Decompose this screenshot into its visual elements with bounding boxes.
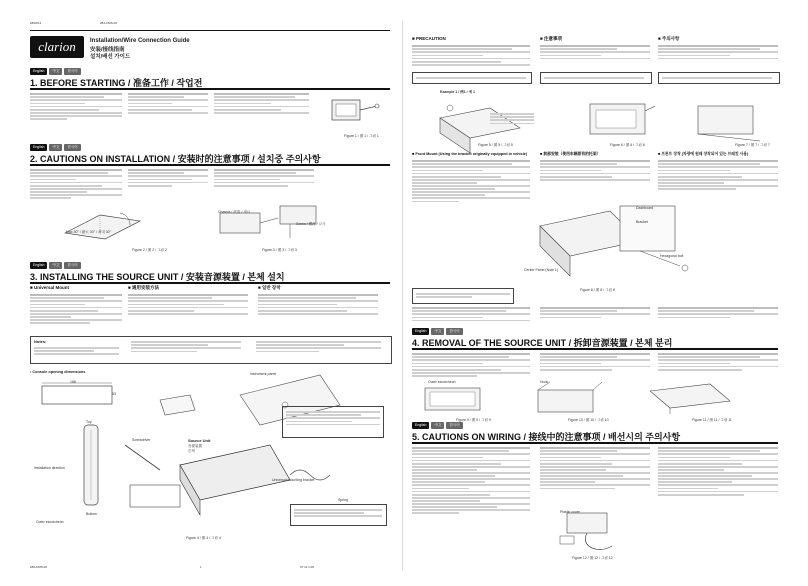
lang-tabs-s1 (30, 68, 81, 75)
figure-1-drawing (322, 90, 382, 130)
notes-row-ko (658, 306, 778, 320)
s5-col-ko (658, 446, 778, 497)
front-mount-ko: ■ 프론트 장착 (차량에 원래 장착되어 있는 브래킷 사용) (658, 152, 749, 156)
section-4-rule (412, 348, 778, 350)
title-en: Installation/Wire Connection Guide (90, 38, 190, 44)
footer-left: 280-1505-00 (30, 565, 48, 569)
footer-page: 1 (200, 565, 202, 569)
s4-col-zh (540, 352, 650, 372)
s4-col-ko (658, 352, 778, 372)
source-unit-ko-label: 본체 (188, 449, 195, 453)
precaution-zh: ■ 注意事项 (540, 36, 562, 41)
figure-5-drawing (430, 98, 550, 158)
plastic-cover-label: Plastic cover (560, 510, 580, 514)
figure-7-drawing (690, 96, 770, 146)
lang-ko: 한국어 (64, 144, 80, 151)
installation-direction-label: Installation direction (34, 466, 65, 470)
notes-row-en (412, 306, 530, 323)
spring-label: Spring (338, 498, 349, 502)
lang-zh: 中文 (49, 262, 62, 269)
lang-ko: 한국어 (64, 68, 80, 75)
figure-6-drawing (580, 96, 660, 146)
precaution-col-zh (540, 44, 650, 61)
s3-col-en (30, 293, 122, 325)
fold-line (402, 20, 403, 570)
outer-escutcheon-label: Outer escutcheon (36, 520, 64, 524)
footer-right: 07.11.1.06 (300, 565, 314, 569)
front-mount-col-zh (540, 159, 650, 182)
precaution-col-en (412, 44, 530, 67)
print-code-left: 280W13 (30, 21, 42, 25)
lang-zh: 中文 (49, 144, 62, 151)
figure-12-caption: Figure 12 / 图 12 / 그림 12 (572, 556, 613, 560)
precaution-note-en (412, 72, 532, 84)
section-2-title: 2. CAUTIONS ON INSTALLATION / 安装时的注意事项 / 설치중 주의사항 (30, 154, 321, 164)
figure-2-drawing (60, 205, 150, 245)
dim-53-label: 53 (112, 392, 116, 396)
section-3-title: 3. INSTALLING THE SOURCE UNIT / 安装音源装置 / 본체 설치 (30, 272, 285, 282)
s2-col-ko (214, 168, 314, 188)
instrument-panel-label: Instrument panel (250, 372, 277, 376)
bracket-label: Bracket (636, 220, 648, 224)
lang-ko: 한국어 (446, 328, 462, 335)
figure-11-drawing (640, 376, 740, 416)
lang-tabs-s2 (30, 144, 81, 151)
figure-8-caption: Figure 8 / 图 8 / 그림 8 (580, 288, 615, 292)
s1-col-zh (128, 92, 208, 115)
header-rule (30, 30, 390, 31)
lang-zh: 中文 (431, 422, 444, 429)
figure-7-caption: Figure 7 / 图 7 / 그림 7 (735, 143, 770, 147)
s5-col-zh (540, 446, 650, 491)
s1-col-ko (214, 92, 309, 115)
universal-mount-zh: ■ 通用安装方法 (128, 285, 159, 290)
figure-2-caption: Figure 2 / 图 2 / 그림 2 (132, 248, 167, 252)
chassis-label: Chassis / 底盘 / 섀시 (218, 210, 251, 214)
precaution-note-ko (658, 72, 780, 84)
precaution-en: ■ PRECAUTION (412, 36, 446, 41)
title-zh: 安装/接线指南 (90, 47, 125, 53)
front-mount-col-en (412, 159, 530, 204)
center-panel-label: Center Panel (Note 1) (524, 268, 559, 272)
screwdriver-label: Screwdriver (132, 438, 151, 442)
s1-col-en (30, 92, 122, 121)
lang-en: English (30, 68, 47, 75)
section-3-notes-box (30, 336, 392, 364)
outer-escutcheon-label-s4: Outer escutcheon (428, 380, 456, 384)
lang-en: English (412, 328, 429, 335)
lang-en: English (412, 422, 429, 429)
front-mount-zh: ■ 前部安装（使用车辆原有的托架） (540, 152, 601, 156)
precaution-note-zh (540, 72, 652, 84)
figure-10-drawing (530, 378, 610, 418)
brand-logo-text: clarion (38, 39, 76, 54)
s5-col-en (412, 446, 530, 515)
precaution-col-ko (658, 44, 778, 61)
section-2-rule (30, 164, 390, 166)
figure-4-caption: Figure 4 / 图 4 / 그림 4 (186, 536, 221, 540)
source-unit-zh-label: 音源装置 (188, 444, 202, 448)
lang-tabs-s3 (30, 262, 81, 269)
section-1-title: 1. BEFORE STARTING / 准备工作 / 작업전 (30, 78, 203, 88)
universal-mount-ko: ■ 일반 장착 (258, 285, 281, 290)
universal-mount-bracket-label: Universal mounting bracket (272, 478, 315, 482)
s3-col-ko (258, 293, 378, 316)
front-mount-en: ■ Front Mount (Using the bracket originally equipped in vehicle) (412, 152, 528, 156)
lang-tabs-s5 (412, 422, 463, 429)
opening-dims-drawing (34, 380, 124, 410)
title-ko: 설치/배선 가이드 (90, 54, 131, 60)
section-5-title: 5. CAUTIONS ON WIRING / 接线中的注意事项 / 배선시의 주의사항 (412, 432, 681, 442)
lang-en: English (30, 144, 47, 151)
figure-3-caption: Figure 3 / 图 3 / 그림 3 (262, 248, 297, 252)
bottom-label: Bottom (86, 512, 98, 516)
notes-row-zh (540, 306, 650, 320)
figure-5-caption: Figure 5 / 图 5 / 그림 5 (478, 143, 513, 147)
s2-col-en (30, 168, 122, 200)
figure-6-caption: Figure 6 / 图 6 / 그림 6 (610, 143, 645, 147)
top-label: Top (86, 420, 92, 424)
precaution-ko: ■ 주의사항 (658, 36, 680, 41)
lang-tabs-s4 (412, 328, 463, 335)
opening-dims-label: • Console opening dimensions (30, 370, 86, 374)
figure-9-caption: Figure 9 / 图 9 / 그림 9 (456, 418, 491, 422)
lang-ko: 한국어 (64, 262, 80, 269)
print-code-mid: 284-1505-00 (100, 21, 118, 25)
example-label: Example 1 / 例1 / 예 1 (440, 90, 475, 94)
brand-logo (30, 36, 84, 58)
fig-4-note-box-2 (290, 504, 387, 526)
figure-5-legend (490, 112, 534, 126)
hook-label: Hook (540, 380, 549, 384)
max-30-label: Max 30° / 最大 30° / 최대 30° (66, 230, 112, 234)
lang-ko: 한국어 (446, 422, 462, 429)
section-3-rule (30, 282, 390, 284)
lang-zh: 中文 (49, 68, 62, 75)
figure-10-caption: Figure 10 / 图 10 / 그림 10 (568, 418, 609, 422)
figure-1-caption: Figure 1 / 图 1 / 그림 1 (344, 134, 379, 138)
s2-col-zh (128, 168, 208, 188)
s4-col-en (412, 352, 530, 378)
notes-label: Notes: (34, 339, 47, 344)
dashboard-label: Dashboard (636, 206, 654, 210)
lang-zh: 中文 (431, 328, 444, 335)
universal-mount-en: ■ Universal Mount (30, 285, 69, 290)
section-5-rule (412, 442, 778, 444)
figure-8-drawing (520, 196, 710, 286)
figure-9-drawing (420, 378, 490, 418)
front-mount-col-ko (658, 159, 778, 191)
fig-4-note-box (282, 406, 384, 438)
lang-en: English (30, 262, 47, 269)
front-mount-box (412, 288, 514, 304)
screw-label: Screw / 螺丝 / 나사 (296, 222, 326, 226)
figure-11-caption: Figure 11 / 图 11 / 그림 11 (692, 418, 732, 422)
source-unit-label: Source Unit (188, 438, 211, 443)
section-4-title: 4. REMOVAL OF THE SOURCE UNIT / 拆卸音源装置 / 본체 분리 (412, 338, 673, 348)
hexagonal-bolt-label: Hexagonal bolt (660, 254, 684, 258)
s3-col-zh (128, 293, 248, 316)
installation-direction-drawing (76, 420, 106, 510)
figure-12-drawing (552, 508, 632, 553)
dim-188-label: 188 (70, 380, 76, 384)
